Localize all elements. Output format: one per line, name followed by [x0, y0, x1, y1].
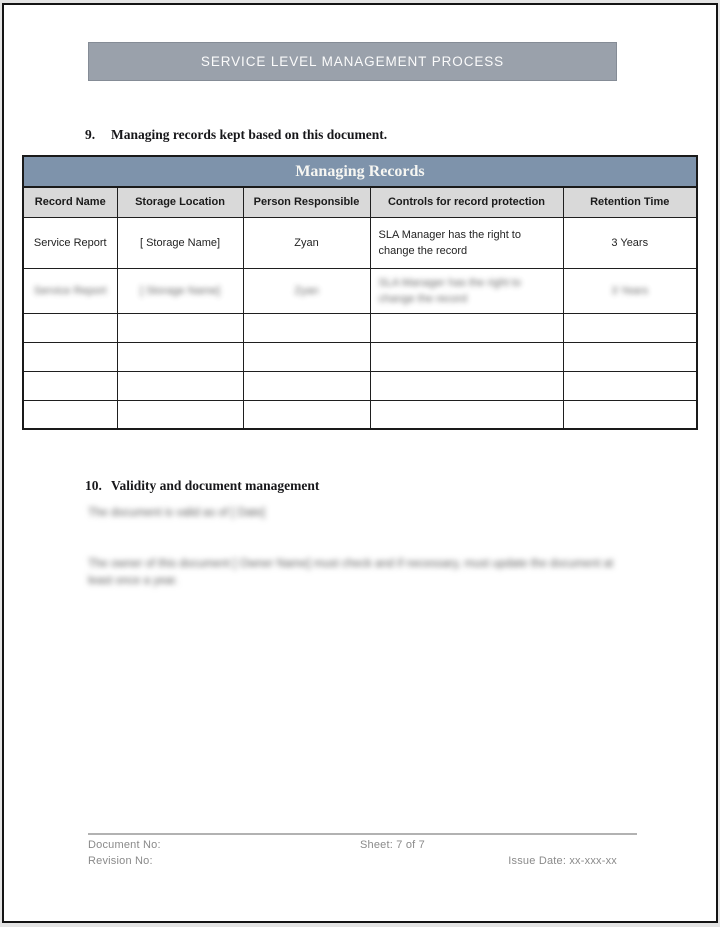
- empty-table-row: [23, 371, 697, 400]
- empty-table-row: [23, 342, 697, 371]
- empty-cell: [243, 313, 370, 342]
- empty-cell: [117, 400, 243, 429]
- validity-blurred-paragraph: The owner of this document [ Owner Name] must check and if necessary, must update the document at least once a year.: [88, 558, 614, 587]
- cell-record-name: [23, 217, 117, 268]
- empty-cell: [563, 400, 697, 429]
- empty-cell: [370, 400, 563, 429]
- empty-cell: [243, 400, 370, 429]
- section-10-heading: [85, 478, 319, 494]
- section-10-heading-text: Validity and document management: [111, 478, 320, 493]
- footer-divider: [88, 833, 637, 835]
- validity-blurred-line: The document is valid as of [ Date]: [88, 507, 266, 519]
- cell-text-blurred: Zyan: [294, 284, 319, 297]
- empty-cell: [23, 342, 117, 371]
- cell-controls: [370, 217, 563, 268]
- cell-storage-location: [117, 217, 243, 268]
- empty-cell: [563, 342, 697, 371]
- cell-text: [ Storage Name]: [139, 236, 221, 249]
- section-10-number: 10.: [85, 478, 102, 493]
- footer-revision-no: Revision No:: [88, 855, 153, 867]
- table-column-header-row: [23, 187, 697, 217]
- footer-issue-date: Issue Date: xx-xxx-xx: [508, 855, 617, 867]
- table-row: [23, 217, 697, 268]
- cell-text: SLA Manager has the right to change the record: [378, 228, 521, 257]
- cell-retention-time: [563, 217, 697, 268]
- cell-text-blurred: Service Report: [33, 284, 107, 297]
- cell-text: 3 Years: [611, 236, 649, 249]
- column-header-retention-time: Retention Time: [563, 187, 697, 217]
- empty-cell: [243, 342, 370, 371]
- column-header-storage-location: Storage Location: [117, 187, 243, 217]
- empty-cell: [117, 371, 243, 400]
- empty-cell: [370, 342, 563, 371]
- empty-cell: [370, 313, 563, 342]
- section-9-heading-text: Managing records kept based on this document.: [111, 127, 388, 142]
- footer-sheet: Sheet: 7 of 7: [360, 839, 425, 851]
- cell-text-blurred: SLA Manager has the right to change the record: [378, 276, 521, 305]
- empty-cell: [243, 371, 370, 400]
- column-header-person-responsible: Person Responsible: [243, 187, 370, 217]
- empty-cell: [117, 342, 243, 371]
- cell-text: Service Report: [33, 236, 107, 249]
- table-row-blurred: [23, 268, 697, 313]
- cell-record-name: [23, 268, 117, 313]
- empty-cell: [23, 371, 117, 400]
- managing-records-table: [22, 155, 698, 430]
- empty-cell: [563, 371, 697, 400]
- section-9-number: 9.: [85, 127, 96, 142]
- cell-person-responsible: [243, 217, 370, 268]
- cell-text: Zyan: [294, 236, 319, 249]
- cell-text-blurred: 3 Years: [611, 284, 649, 297]
- table-title: Managing Records: [23, 156, 697, 187]
- column-header-controls: Controls for record protection: [370, 187, 563, 217]
- document-title: SERVICE LEVEL MANAGEMENT PROCESS: [200, 54, 505, 69]
- empty-table-row: [23, 400, 697, 429]
- empty-cell: [23, 313, 117, 342]
- cell-person-responsible: [243, 268, 370, 313]
- section-9-heading: [85, 127, 387, 143]
- cell-storage-location: [117, 268, 243, 313]
- footer-document-no: Document No:: [88, 839, 161, 851]
- table-title-row: [23, 156, 697, 187]
- cell-retention-time: [563, 268, 697, 313]
- empty-cell: [23, 400, 117, 429]
- cell-controls: [370, 268, 563, 313]
- empty-cell: [370, 371, 563, 400]
- column-header-record-name: Record Name: [23, 187, 117, 217]
- empty-cell: [117, 313, 243, 342]
- document-title-bar: [88, 42, 617, 81]
- empty-cell: [563, 313, 697, 342]
- cell-text-blurred: [ Storage Name]: [139, 284, 221, 297]
- empty-table-row: [23, 313, 697, 342]
